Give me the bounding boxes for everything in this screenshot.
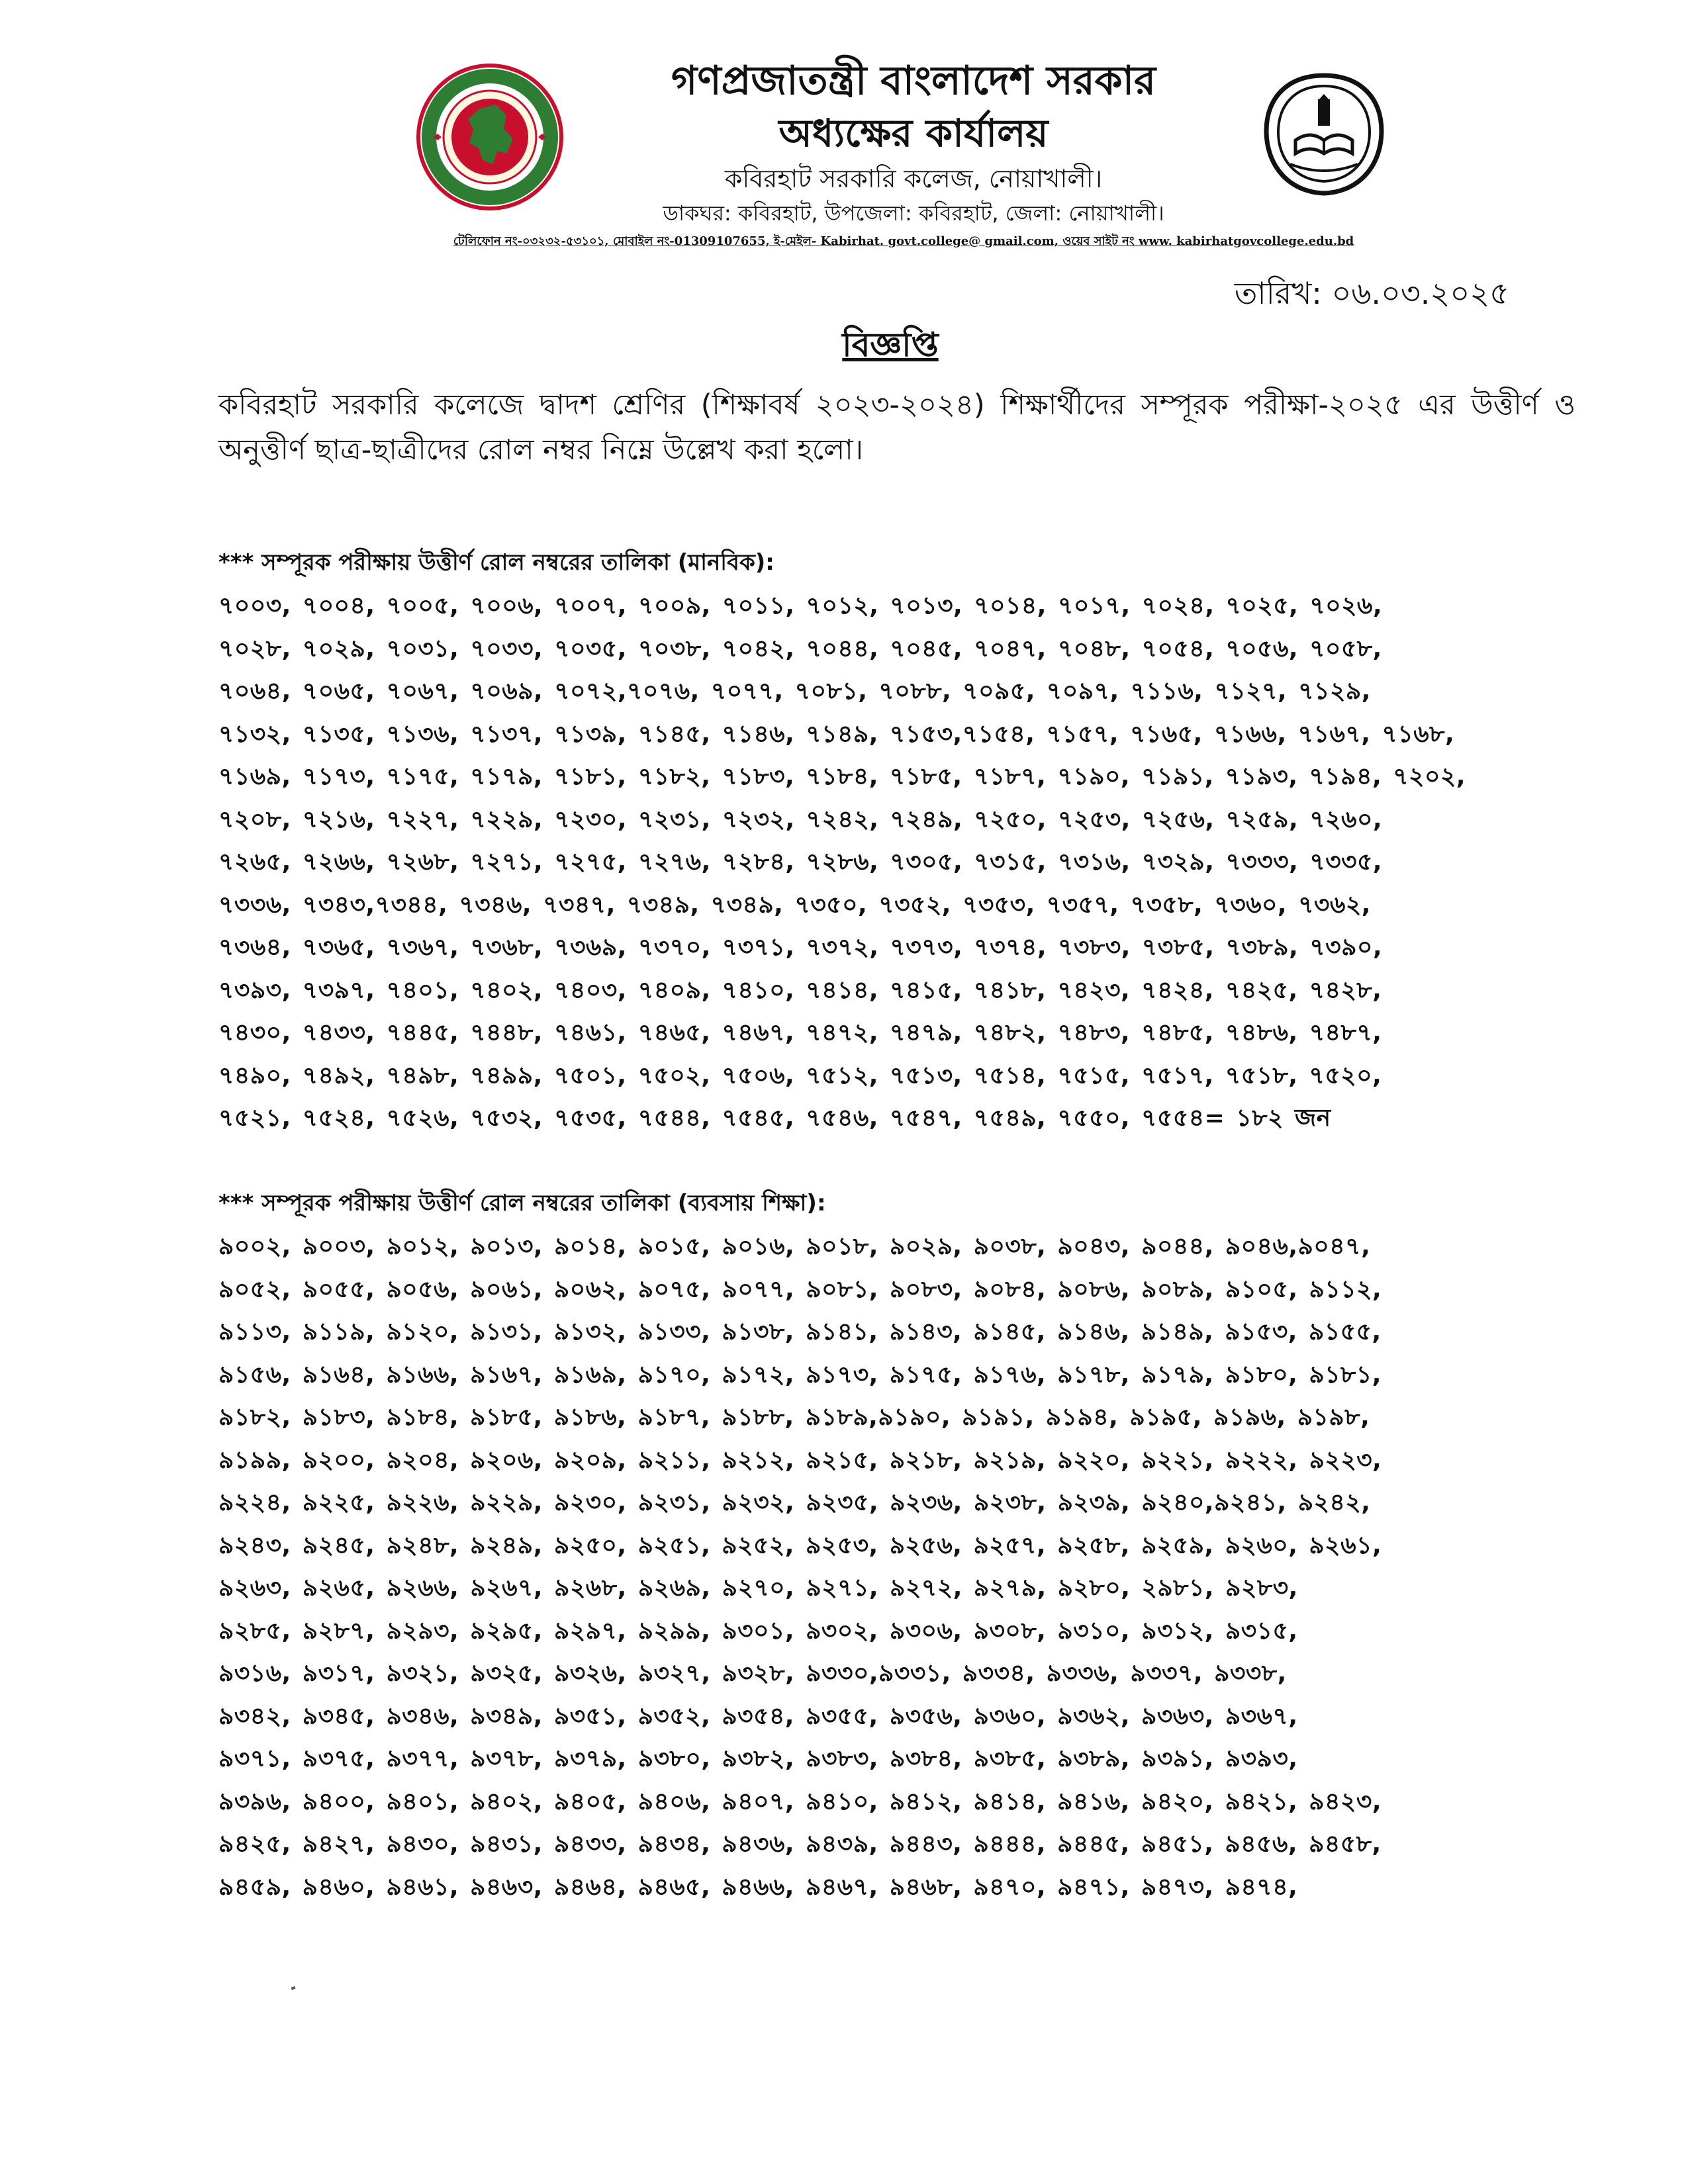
roll-number-line: ৭১৩২, ৭১৩৫, ৭১৩৬, ৭১৩৭, ৭১৩৯, ৭১৪৫, ৭১৪৬, ৭১৪৯, ৭১৫৩,৭১৫৪, ৭১৫৭, ৭১৬৫, ৭১৬৬, ৭১৬৭, ৭১৬৮,	[218, 720, 1455, 748]
humanities-roll-list	[218, 585, 1575, 1140]
roll-number-line: ৯০৫২, ৯০৫৫, ৯০৫৬, ৯০৬১, ৯০৬২, ৯০৭৫, ৯০৭৭, ৯০৮১, ৯০৮৩, ৯০৮৪, ৯০৮৬, ৯০৮৯, ৯১০৫, ৯১১২,	[218, 1275, 1382, 1303]
scan-mark	[291, 1986, 295, 1990]
roll-number-line: ৯৪৫৯, ৯৪৬০, ৯৪৬১, ৯৪৬৩, ৯৪৬৪, ৯৪৬৫, ৯৪৬৬, ৯৪৬৭, ৯৪৬৮, ৯৪৭০, ৯৪৭১, ৯৪৭৩, ৯৪৭৪,	[218, 1873, 1298, 1901]
roll-number-line: ৯৩৭১, ৯৩৭৫, ৯৩৭৭, ৯৩৭৮, ৯৩৭৯, ৯৩৮০, ৯৩৮২, ৯৩৮৩, ৯৩৮৪, ৯৩৮৫, ৯৩৮৯, ৯৩৯১, ৯৩৯৩,	[218, 1745, 1298, 1772]
office-title: অধ্যক্ষের কার্যালয়	[778, 111, 1049, 156]
humanities-heading: *** সম্পূরক পরীক্ষায় উত্তীর্ণ রোল নম্বরের তালিকা (মানবিক):	[218, 549, 774, 576]
notice-title: বিজ্ঞপ্তি	[842, 326, 939, 364]
roll-number-line: ৯১৫৬, ৯১৬৪, ৯১৬৬, ৯১৬৭, ৯১৬৯, ৯১৭০, ৯১৭২, ৯১৭৩, ৯১৭৫, ৯১৭৬, ৯১৭৮, ৯১৭৯, ৯১৮০, ৯১৮১,	[218, 1361, 1382, 1388]
roll-number-line: ৯২৮৫, ৯২৮৭, ৯২৯৩, ৯২৯৫, ৯২৯৭, ৯২৯৯, ৯৩০১, ৯৩০২, ৯৩০৬, ৯৩০৮, ৯৩১০, ৯৩১২, ৯৩১৫,	[218, 1617, 1298, 1645]
roll-number-line: ৯৩৯৬, ৯৪০০, ৯৪০১, ৯৪০২, ৯৪০৫, ৯৪০৬, ৯৪০৭, ৯৪১০, ৯৪১২, ৯৪১৪, ৯৪১৬, ৯৪২০, ৯৪২১, ৯৪২৩,	[218, 1788, 1382, 1815]
roll-number-line: ৯৪২৫, ৯৪২৭, ৯৪৩০, ৯৪৩১, ৯৪৩৩, ৯৪৩৪, ৯৪৩৬, ৯৪৩৯, ৯৪৪৩, ৯৪৪৪, ৯৪৪৫, ৯৪৫১, ৯৪৫৬, ৯৪৫৮,	[218, 1831, 1382, 1858]
government-title: গণপ্রজাতন্ত্রী বাংলাদেশ সরকার	[671, 58, 1156, 104]
contact-info: টেলিফোন নং-০৩২৩২-৫৩১০১, মোবাইল নং-01309107655, ই-মেইল- Kabirhat. govt.college@ gmail.com, ওয়েব সাইট নং www. kabirhatgovcollege.edu.bd	[453, 234, 1354, 248]
roll-number-line: ৭০২৮, ৭০২৯, ৭০৩১, ৭০৩৩, ৭০৩৫, ৭০৩৮, ৭০৪২, ৭০৪৪, ৭০৪৫, ৭০৪৭, ৭০৪৮, ৭০৫৪, ৭০৫৬, ৭০৫৮,	[218, 635, 1382, 662]
college-name: কবিরহাট সরকারি কলেজ, নোয়াখালী।	[724, 164, 1103, 193]
roll-number-line: ৯০০২, ৯০০৩, ৯০১২, ৯০১৩, ৯০১৪, ৯০১৫, ৯০১৬, ৯০১৮, ৯০২৯, ৯০৩৮, ৯০৪৩, ৯০৪৪, ৯০৪৬,৯০৪৭,	[218, 1233, 1371, 1260]
roll-number-line: ৯২৪৩, ৯২৪৫, ৯২৪৮, ৯২৪৯, ৯২৫০, ৯২৫১, ৯২৫২, ৯২৫৩, ৯২৫৬, ৯২৫৭, ৯২৫৮, ৯২৫৯, ৯২৬০, ৯২৬১,	[218, 1531, 1382, 1559]
roll-number-line: ৭৪৩০, ৭৪৩৩, ৭৪৪৫, ৭৪৪৮, ৭৪৬১, ৭৪৬৫, ৭৪৬৭, ৭৪৭২, ৭৪৭৯, ৭৪৮২, ৭৪৮৩, ৭৪৮৫, ৭৪৮৬, ৭৪৮৭,	[218, 1019, 1382, 1046]
roll-number-line: ৭৪৯০, ৭৪৯২, ৭৪৯৮, ৭৪৯৯, ৭৫০১, ৭৫০২, ৭৫০৬, ৭৫১২, ৭৫১৩, ৭৫১৪, ৭৫১৫, ৭৫১৭, ৭৫১৮, ৭৫২০,	[218, 1062, 1382, 1089]
college-logo-icon	[1261, 71, 1387, 197]
roll-number-line: ৭৫২১, ৭৫২৪, ৭৫২৬, ৭৫৩২, ৭৫৩৫, ৭৫৪৪, ৭৫৪৫, ৭৫৪৬, ৭৫৪৭, ৭৫৪৯, ৭৫৫০, ৭৫৫৪= ১৮২ জন	[218, 1105, 1331, 1132]
roll-number-line: ৯১৮২, ৯১৮৩, ৯১৮৪, ৯১৮৫, ৯১৮৬, ৯১৮৭, ৯১৮৮, ৯১৮৯,৯১৯০, ৯১৯১, ৯১৯৪, ৯১৯৫, ৯১৯৬, ৯১৯৮,	[218, 1404, 1370, 1431]
roll-number-line: ৭২৬৫, ৭২৬৬, ৭২৬৮, ৭২৭১, ৭২৭৫, ৭২৭৬, ৭২৮৪, ৭২৮৬, ৭৩০৫, ৭৩১৫, ৭৩১৬, ৭৩২৯, ৭৩৩৩, ৭৩৩৫,	[218, 848, 1383, 876]
government-seal-icon	[414, 61, 566, 213]
roll-number-line: ৯২৬৩, ৯২৬৫, ৯২৬৬, ৯২৬৭, ৯২৬৮, ৯২৬৯, ৯২৭০, ৯২৭১, ৯২৭২, ৯২৭৯, ৯২৮০, ২৯৮১, ৯২৮৩,	[218, 1574, 1298, 1602]
roll-number-line: ৯৩১৬, ৯৩১৭, ৯৩২১, ৯৩২৫, ৯৩২৬, ৯৩২৭, ৯৩২৮, ৯৩৩০,৯৩৩১, ৯৩৩৪, ৯৩৩৬, ৯৩৩৭, ৯৩৩৮,	[218, 1660, 1287, 1687]
business-roll-list	[218, 1226, 1575, 1909]
roll-number-line: ৯১১৩, ৯১১৯, ৯১২০, ৯১৩১, ৯১৩২, ৯১৩৩, ৯১৩৮, ৯১৪১, ৯১৪৩, ৯১৪৫, ৯১৪৬, ৯১৪৯, ৯১৫৩, ৯১৫৫,	[218, 1318, 1382, 1345]
roll-number-line: ৭৩৯৩, ৭৩৯৭, ৭৪০১, ৭৪০২, ৭৪০৩, ৭৪০৯, ৭৪১০, ৭৪১৪, ৭৪১৫, ৭৪১৮, ৭৪২৩, ৭৪২৪, ৭৪২৫, ৭৪২৮,	[218, 976, 1382, 1004]
roll-number-line: ৯৩৪২, ৯৩৪৫, ৯৩৪৬, ৯৩৪৯, ৯৩৫১, ৯৩৫২, ৯৩৫৪, ৯৩৫৫, ৯৩৫৬, ৯৩৬০, ৯৩৬২, ৯৩৬৩, ৯৩৬৭,	[218, 1702, 1298, 1730]
roll-number-line: ৯১৯৯, ৯২০০, ৯২০৪, ৯২০৬, ৯২০৯, ৯২১১, ৯২১২, ৯২১৫, ৯২১৮, ৯২১৯, ৯২২০, ৯২২১, ৯২২২, ৯২২৩,	[218, 1446, 1382, 1474]
roll-number-line: ৭০৬৪, ৭০৬৫, ৭০৬৭, ৭০৬৯, ৭০৭২,৭০৭৬, ৭০৭৭, ৭০৮১, ৭০৮৮, ৭০৯৫, ৭০৯৭, ৭১১৬, ৭১২৭, ৭১২৯,	[218, 678, 1371, 705]
notice-date: তারিখ: ০৬.০৩.২০২৫	[1234, 275, 1509, 311]
roll-number-line: ৭২০৮, ৭২১৬, ৭২২৭, ৭২২৯, ৭২৩০, ৭২৩১, ৭২৩২, ৭২৪২, ৭২৪৯, ৭২৫০, ৭২৫৩, ৭২৫৬, ৭২৫৯, ৭২৬০,	[218, 805, 1383, 833]
roll-number-line: ৭৩৬৪, ৭৩৬৫, ৭৩৬৭, ৭৩৬৮, ৭৩৬৯, ৭৩৭০, ৭৩৭১, ৭৩৭২, ৭৩৭৩, ৭৩৭৪, ৭৩৮৩, ৭৩৮৫, ৭৩৮৯, ৭৩৯০,	[218, 934, 1383, 961]
roll-number-line: ৭১৬৯, ৭১৭৩, ৭১৭৫, ৭১৭৯, ৭১৮১, ৭১৮২, ৭১৮৩, ৭১৮৪, ৭১৮৫, ৭১৮৭, ৭১৯০, ৭১৯১, ৭১৯৩, ৭১৯৪, ৭২০২,	[218, 763, 1466, 790]
roll-number-line: ৭৩৩৬, ৭৩৪৩,৭৩৪৪, ৭৩৪৬, ৭৩৪৭, ৭৩৪৯, ৭৩৪৯, ৭৩৫০, ৭৩৫২, ৭৩৫৩, ৭৩৫৭, ৭৩৫৮, ৭৩৬০, ৭৩৬২,	[218, 891, 1371, 919]
college-address: ডাকঘর: কবিরহাট, উপজেলা: কবিরহাট, জেলা: নোয়াখালী।	[663, 201, 1164, 226]
notice-body: কবিরহাট সরকারি কলেজে দ্বাদশ শ্রেণির (শিক্ষাবর্ষ ২০২৩-২০২৪) শিক্ষার্থীদের সম্পূরক পরীক্ষা-২০২৫ এর উত্তীর্ণ ও অনুত্তীর্ণ ছাত্র-ছাত্রীদের রোল নম্বর নিম্নে উল্লেখ করা হলো।	[218, 388, 1575, 467]
business-heading: *** সম্পূরক পরীক্ষায় উত্তীর্ণ রোল নম্বরের তালিকা (ব্যবসায় শিক্ষা):	[218, 1190, 826, 1216]
roll-number-line: ৯২২৪, ৯২২৫, ৯২২৬, ৯২২৯, ৯২৩০, ৯২৩১, ৯২৩২, ৯২৩৫, ৯২৩৬, ৯২৩৮, ৯২৩৯, ৯২৪০,৯২৪১, ৯২৪২,	[218, 1489, 1371, 1516]
roll-number-line: ৭০০৩, ৭০০৪, ৭০০৫, ৭০০৬, ৭০০৭, ৭০০৯, ৭০১১, ৭০১২, ৭০১৩, ৭০১৪, ৭০১৭, ৭০২৪, ৭০২৫, ৭০২৬,	[218, 592, 1383, 619]
